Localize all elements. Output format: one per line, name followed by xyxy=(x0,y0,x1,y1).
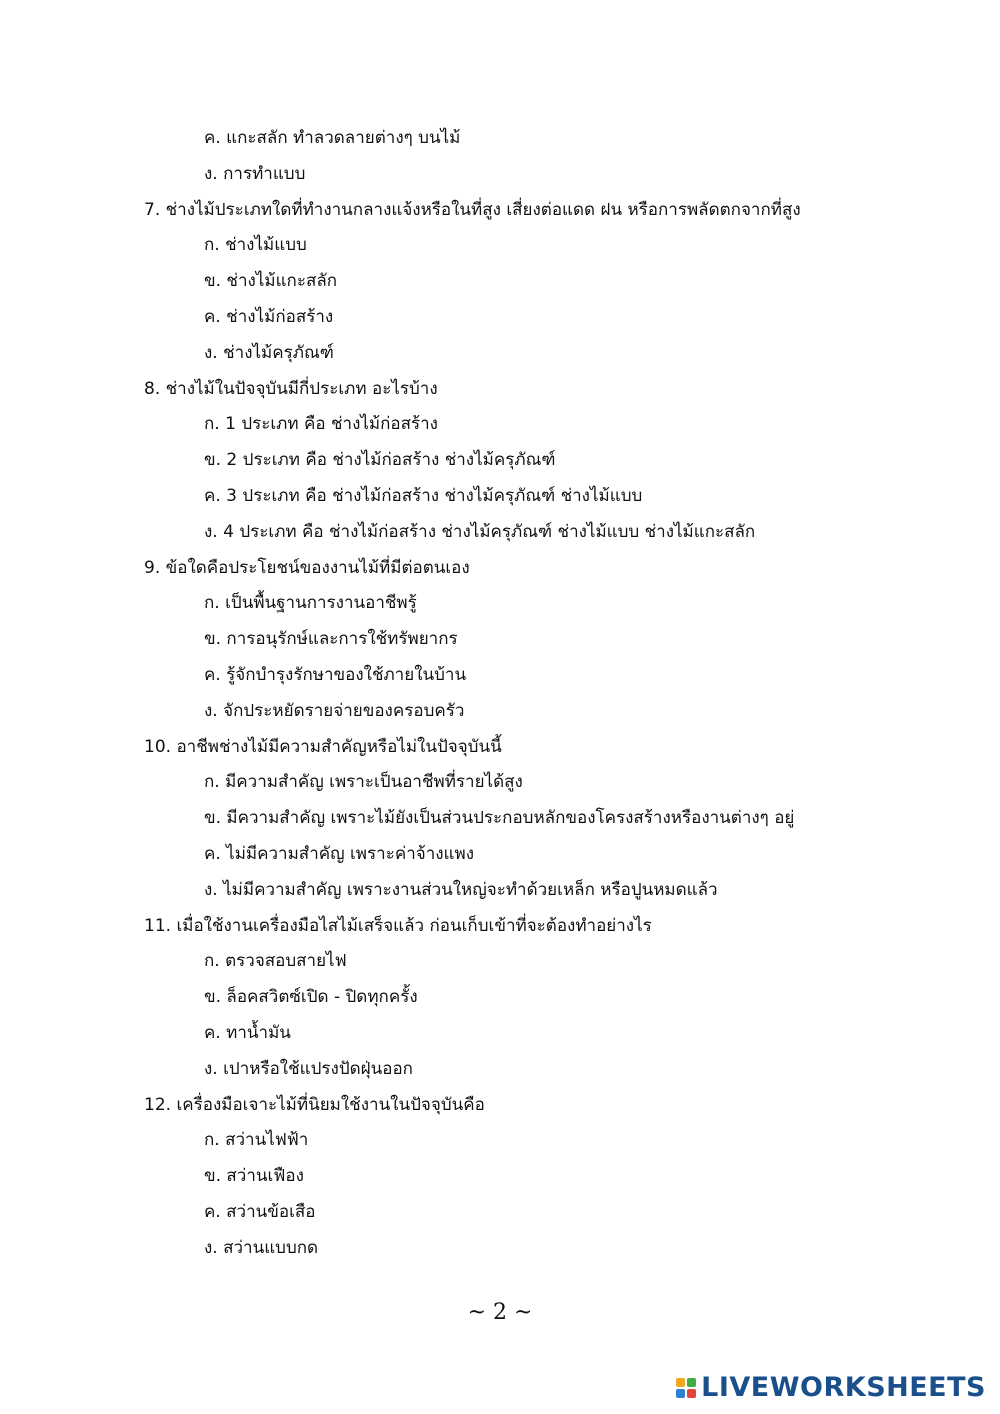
logo-grid-icon xyxy=(676,1378,696,1398)
answer-option: ข. มีความสำคัญ เพราะไม้ยังเป็นส่วนประกอบหลักของโครงสร้างหรืองานต่างๆ อยู่ xyxy=(204,808,795,829)
answer-option: ข. ล็อคสวิตซ์เปิด - ปิดทุกครั้ง xyxy=(204,987,418,1008)
answer-option: ก. 1 ประเภท คือ ช่างไม้ก่อสร้าง xyxy=(204,414,438,435)
answer-option: ค. รู้จักบำรุงรักษาของใช้ภายในบ้าน xyxy=(204,665,467,685)
answer-option: ค. ทาน้ำมัน xyxy=(204,1023,291,1043)
liveworksheets-logo xyxy=(676,1372,986,1403)
answer-option: ง. จักประหยัดรายจ่ายของครอบครัว xyxy=(204,700,465,721)
answer-option: ค. สว่านข้อเสือ xyxy=(204,1202,316,1222)
brand-text: LIVEWORKSHEETS xyxy=(701,1372,986,1403)
question-text: 12. เครื่องมือเจาะไม้ที่นิยมใช้งานในปัจจุบันคือ xyxy=(144,1094,485,1115)
answer-option: ก. ตรวจสอบสายไฟ xyxy=(204,951,347,972)
answer-option: ก. เป็นพื้นฐานการงานอาชีพรู้ xyxy=(204,593,417,614)
answer-option: ข. สว่านเฟือง xyxy=(204,1166,304,1187)
question-text: 7. ช่างไม้ประเภทใดที่ทำงานกลางแจ้งหรือในที่สูง เสี่ยงต่อแดด ฝน หรือการพลัดตกจากที่สูง xyxy=(144,199,801,220)
answer-option: ง. สว่านแบบกด xyxy=(204,1237,319,1258)
answer-option: ก. สว่านไฟฟ้า xyxy=(204,1130,309,1151)
answer-option: ค. 3 ประเภท คือ ช่างไม้ก่อสร้าง ช่างไม้ครุภัณฑ์ ช่างไม้แบบ xyxy=(204,486,643,506)
answer-option: ค. ช่างไม้ก่อสร้าง xyxy=(204,307,334,327)
question-text: 8. ช่างไม้ในปัจจุบันมีกี่ประเภท อะไรบ้าง xyxy=(144,378,438,399)
answer-option: ง. เปาหรือใช้แปรงปัดฝุ่นออก xyxy=(204,1058,413,1079)
answer-option: ง. ช่างไม้ครุภัณฑ์ xyxy=(204,342,334,363)
question-text: 9. ข้อใดคือประโยชน์ของงานไม้ที่มีต่อตนเอง xyxy=(144,557,470,578)
answer-option: ง. 4 ประเภท คือ ช่างไม้ก่อสร้าง ช่างไม้ครุภัณฑ์ ช่างไม้แบบ ช่างไม้แกะสลัก xyxy=(204,521,756,542)
question-text: 11. เมื่อใช้งานเครื่องมือไสไม้เสร็จแล้ว ก่อนเก็บเข้าที่จะต้องทำอย่างไร xyxy=(144,915,652,936)
answer-option: ข. 2 ประเภท คือ ช่างไม้ก่อสร้าง ช่างไม้ครุภัณฑ์ xyxy=(204,450,556,471)
answer-option: ง. การทำแบบ xyxy=(204,163,306,184)
answer-option: ง. ไม่มีความสำคัญ เพราะงานส่วนใหญ่จะทำด้วยเหล็ก หรือปูนหมดแล้ว xyxy=(204,879,718,900)
answer-option: ข. ช่างไม้แกะสลัก xyxy=(204,271,338,292)
answer-option: ค. ไม่มีความสำคัญ เพราะค่าจ้างแพง xyxy=(204,844,475,864)
question-text: 10. อาชีพช่างไม้มีความสำคัญหรือไม่ในปัจจุบันนี้ xyxy=(144,736,502,757)
page-number: ~ 2 ~ xyxy=(467,1300,533,1325)
answer-option: ค. แกะสลัก ทำลวดลายต่างๆ บนไม้ xyxy=(204,128,461,148)
answer-option: ข. การอนุรักษ์และการใช้ทรัพยากร xyxy=(204,629,458,650)
answer-option: ก. ช่างไม้แบบ xyxy=(204,235,307,256)
answer-option: ก. มีความสำคัญ เพราะเป็นอาชีพที่รายได้สูง xyxy=(204,772,523,793)
